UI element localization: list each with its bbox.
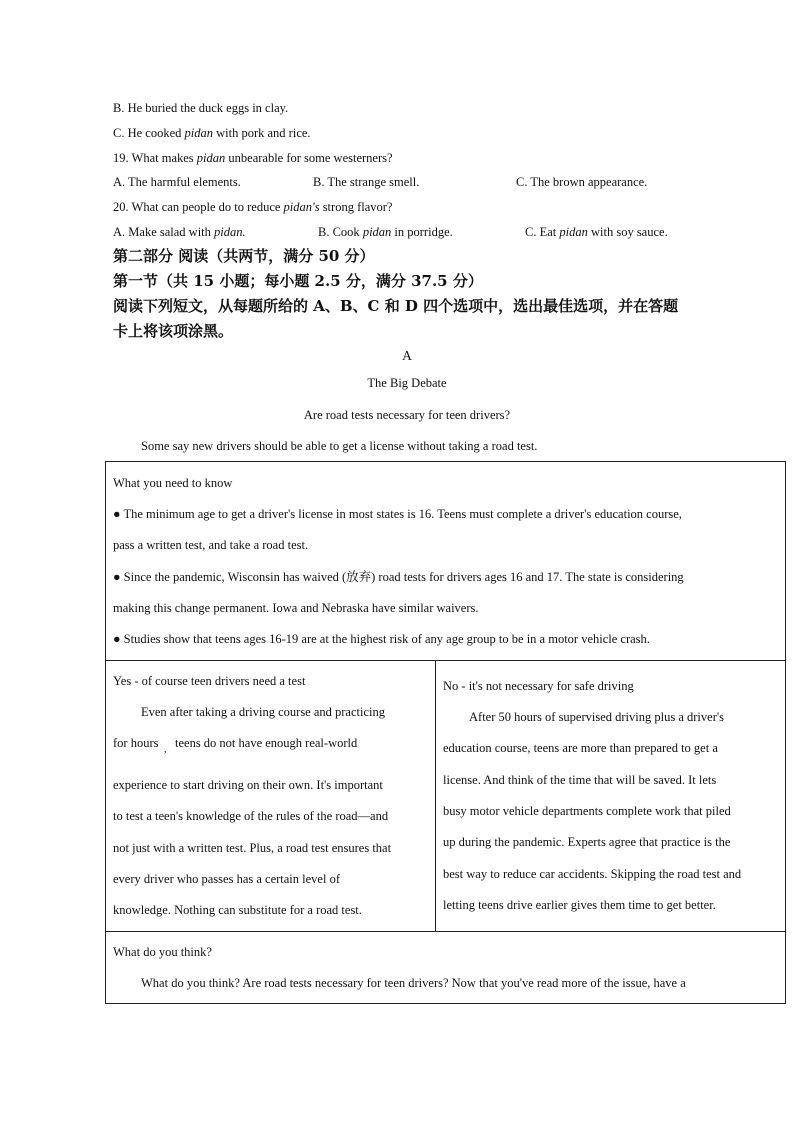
- no-line: best way to reduce car accidents. Skipping the road test and: [443, 867, 742, 881]
- q20-c-post: with soy sauce.: [587, 225, 668, 239]
- no-line: letting teens drive earlier gives them time to get better.: [443, 898, 716, 912]
- no-line: busy motor vehicle departments complete work that piled: [443, 804, 731, 818]
- q20-stem-a: 20. What can people do to reduce: [113, 200, 284, 214]
- question-19-stem: [113, 150, 393, 166]
- know-line: ● Since the pandemic, Wisconsin has waived (放弃) road tests for drivers ages 16 and 17. The state is considering: [113, 570, 684, 584]
- yes-line: Even after taking a driving course and practicing: [141, 705, 386, 719]
- q19-stem-a: 19. What makes: [113, 151, 197, 165]
- q19-option-c: C. The brown appearance.: [516, 175, 648, 189]
- no-cell: [435, 660, 786, 932]
- q20-c-italic: pidan: [559, 225, 588, 239]
- passage-title: The Big Debate: [367, 376, 447, 390]
- passage-subtitle: Are road tests necessary for teen drivers?: [303, 408, 511, 422]
- no-line: up during the pandemic. Experts agree that practice is the: [443, 835, 731, 849]
- yes-heading: Yes - of course teen drivers need a test: [113, 674, 306, 688]
- q20-option-b: [318, 224, 453, 240]
- no-heading: No - it's not necessary for safe driving: [443, 679, 634, 693]
- yes-line: for hours: [113, 736, 159, 750]
- know-heading: What you need to know: [113, 476, 233, 490]
- q20-stem-b: strong flavor?: [319, 200, 393, 214]
- q20-stem-italic: pidan's: [283, 200, 320, 214]
- yes-line: not just with a written test. Plus, a road test ensures that: [113, 841, 392, 855]
- option-18c: [113, 125, 311, 141]
- option-18b: B. He buried the duck eggs in clay.: [113, 101, 289, 115]
- instruction-line-2: 卡上将该项涂黑。: [113, 322, 234, 340]
- option-18c-italic: pidan: [184, 126, 213, 140]
- no-line: license. And think of the time that will be saved. It lets: [443, 773, 717, 787]
- question-20-stem: [113, 199, 392, 215]
- q19-stem-italic: pidan: [196, 151, 226, 165]
- q20-option-c: [525, 224, 668, 240]
- q19-option-b: B. The strange smell.: [313, 175, 420, 189]
- no-line: After 50 hours of supervised driving plus a driver's: [469, 710, 724, 724]
- yes-line: knowledge. Nothing can substitute for a road test.: [113, 903, 362, 917]
- option-18c-text: C. He cooked: [113, 126, 185, 140]
- think-line: What do you think? Are road tests necessary for teen drivers? Now that you've read more of the issue, have a: [141, 976, 686, 990]
- q19-option-a: A. The harmful elements.: [113, 175, 241, 189]
- no-line: education course, teens are more than prepared to get a: [443, 741, 718, 755]
- q20-a-italic: pidan.: [214, 225, 246, 239]
- section-subtitle: 第一节（共 15 小题；每小题 2.5 分，满分 37.5 分）: [113, 272, 483, 290]
- q20-a-pre: A. Make salad with: [113, 225, 215, 239]
- know-line: ● The minimum age to get a driver's license in most states is 16. Teens must complete a driver's education course,: [113, 507, 682, 521]
- part-title: 第二部分 阅读（共两节，满分 50 分）: [113, 247, 375, 265]
- q20-option-a: [113, 224, 246, 240]
- yes-line: experience to start driving on their own. It's important: [113, 778, 383, 792]
- know-line: pass a written test, and take a road test.: [113, 538, 309, 552]
- think-heading: What do you think?: [113, 945, 212, 959]
- know-line: making this change permanent. Iowa and Nebraska have similar waivers.: [113, 601, 479, 615]
- know-line: ● Studies show that teens ages 16-19 are at the highest risk of any age group to be in a motor vehicle crash.: [113, 632, 650, 646]
- q20-c-pre: C. Eat: [525, 225, 560, 239]
- think-cell: [105, 931, 786, 1004]
- q20-b-italic: pidan: [362, 225, 392, 239]
- passage-letter: A: [402, 348, 412, 363]
- option-18c-tail: with pork and rice.: [213, 126, 311, 140]
- yes-comma: ,: [164, 744, 167, 755]
- q20-b-pre: B. Cook: [318, 225, 363, 239]
- yes-line: every driver who passes has a certain level of: [113, 872, 340, 886]
- yes-line: teens do not have enough real-world: [175, 736, 358, 750]
- yes-cell: [105, 660, 436, 932]
- q19-stem-b: unbearable for some westerners?: [225, 151, 393, 165]
- q20-b-post: in porridge.: [391, 225, 453, 239]
- passage-intro: Some say new drivers should be able to get a license without taking a road test.: [141, 439, 538, 453]
- yes-line: to test a teen's knowledge of the rules of the road—and: [113, 809, 389, 823]
- instruction-line-1: 阅读下列短文，从每题所给的 A、B、C 和 D 四个选项中，选出最佳选项，并在答题: [113, 297, 679, 315]
